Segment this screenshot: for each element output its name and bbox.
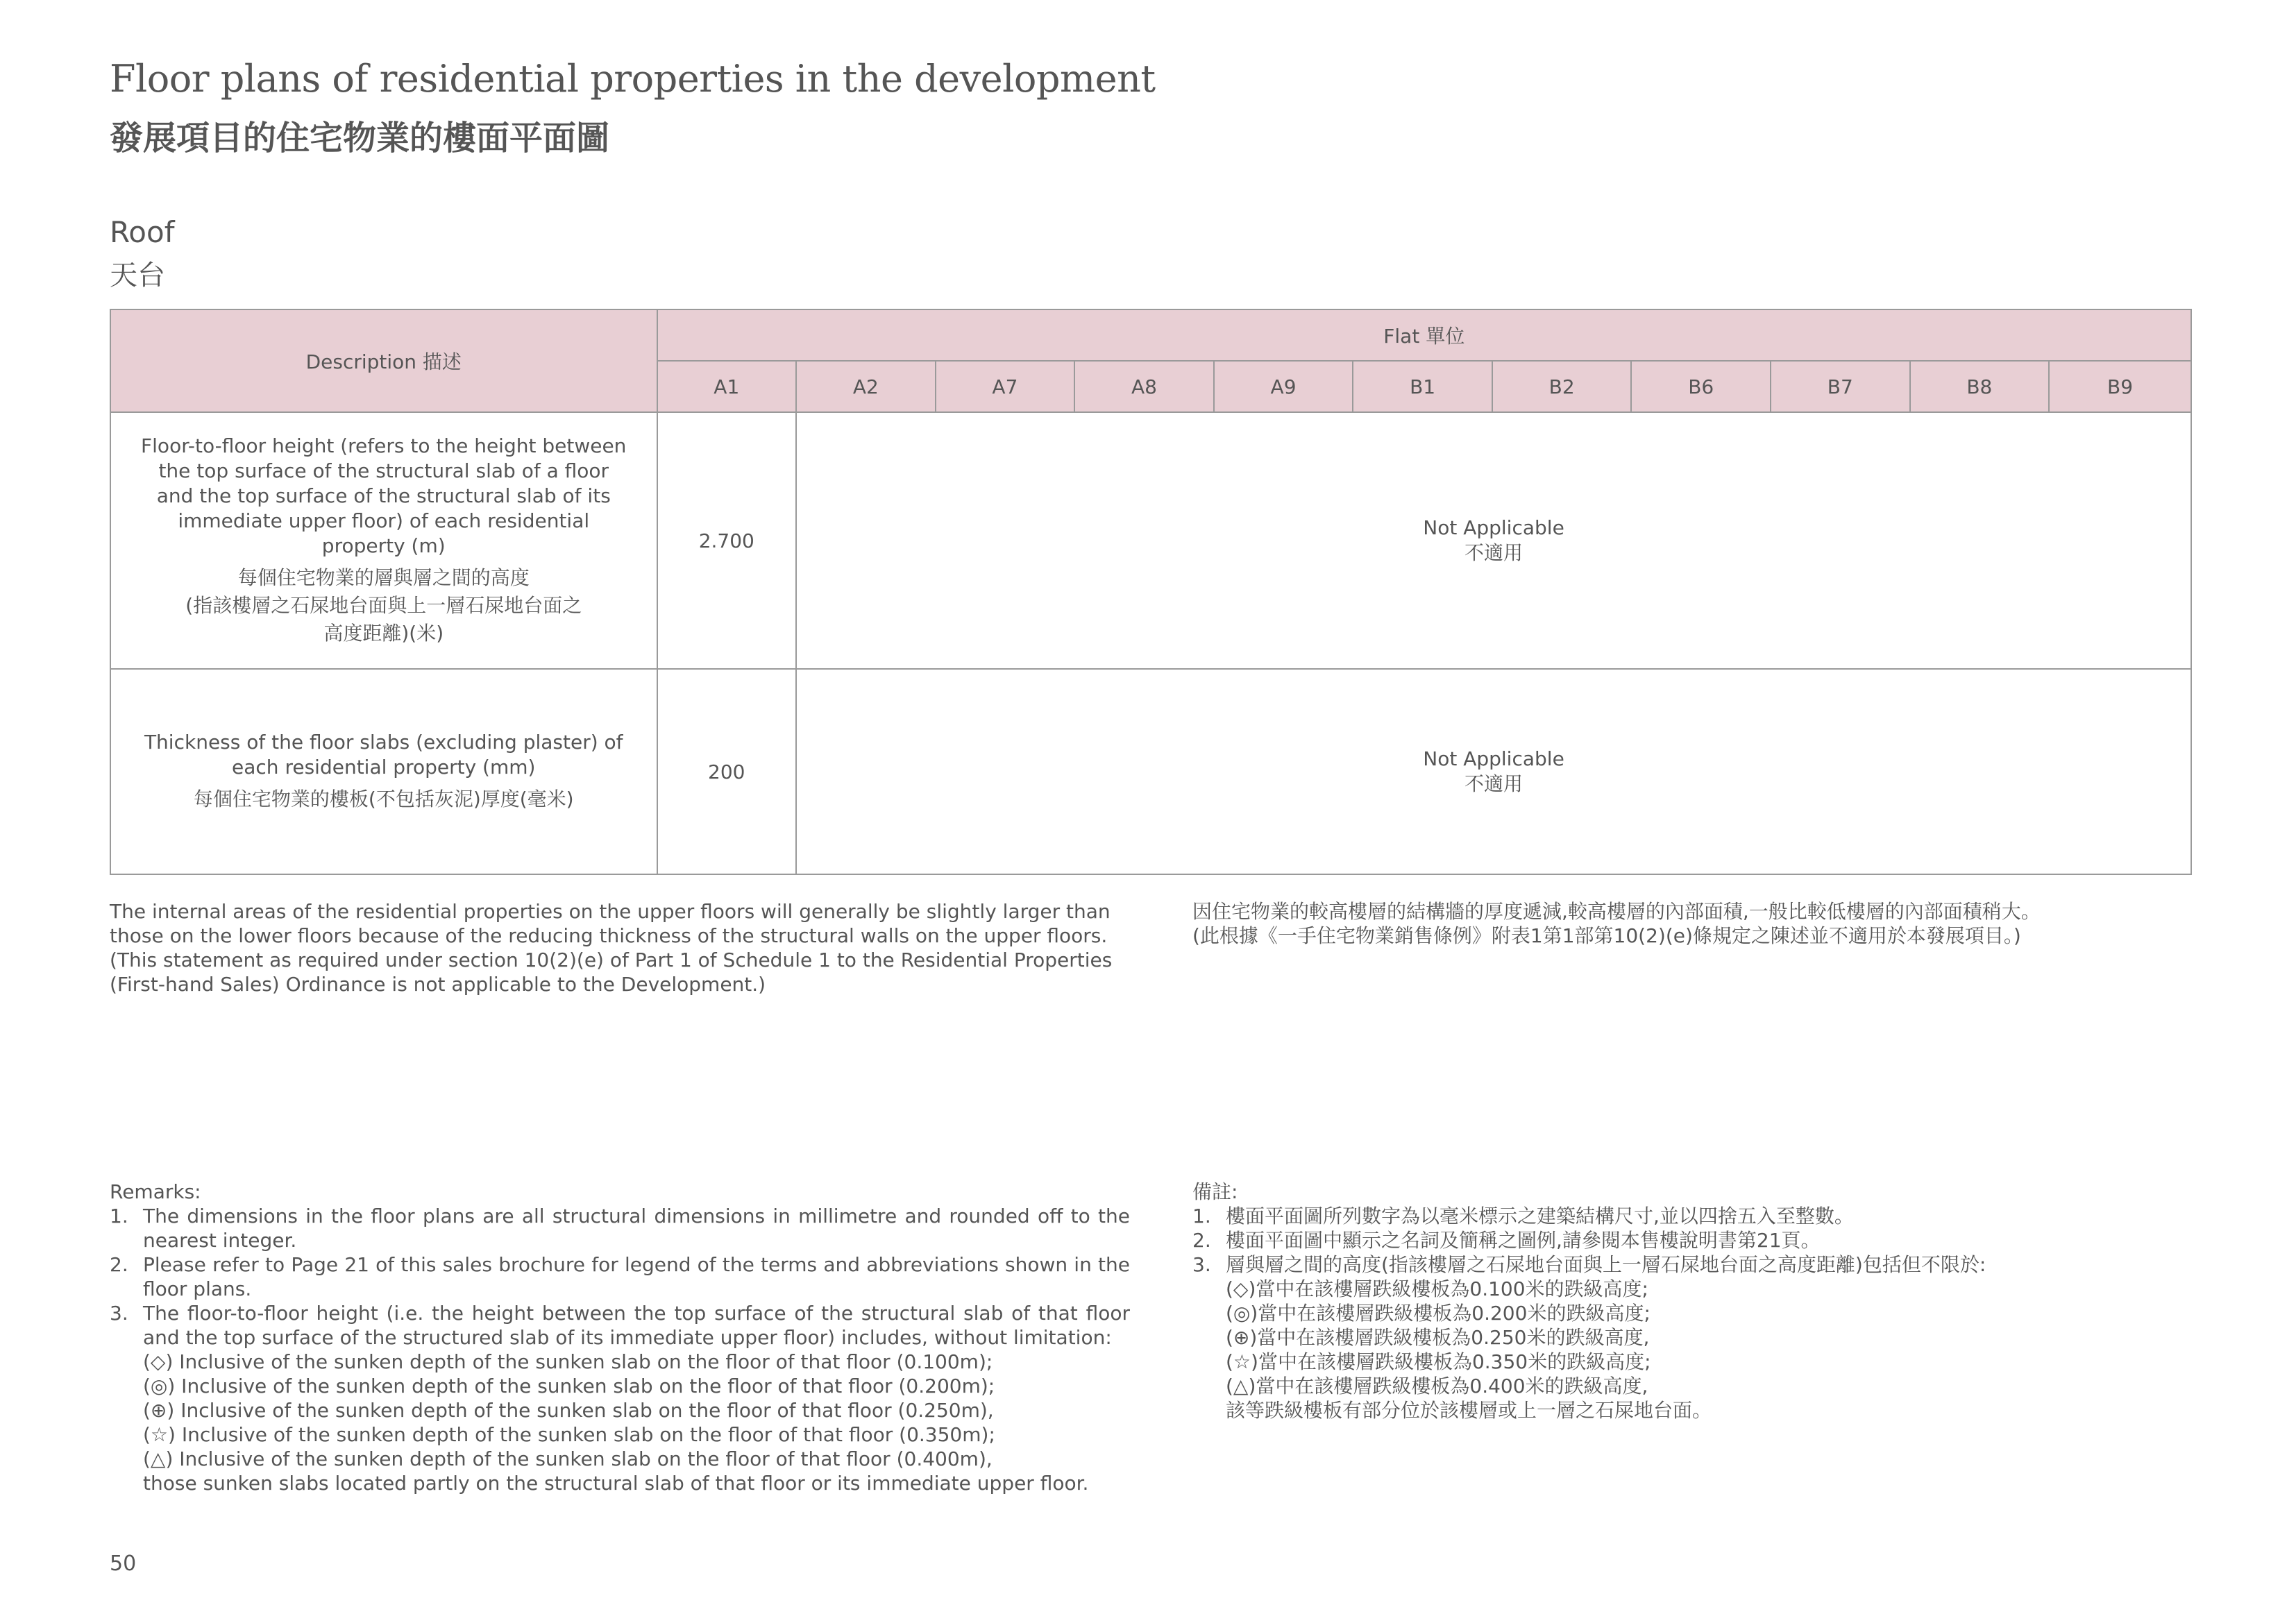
remark-subitem: (△) Inclusive of the sunken depth of the sunken slab on the floor of that floor (0.400m), xyxy=(143,1447,993,1470)
value-cell-a1: 200 xyxy=(657,669,797,874)
not-applicable-cell xyxy=(796,669,2191,874)
remarks-heading-en: Remarks: xyxy=(110,1180,201,1203)
not-applicable-cell xyxy=(796,412,2191,669)
remark-item: 3. 層與層之間的高度(指該樓層之石屎地台面與上一層石屎地台面之高度距離)包括但不限於: (◇)當中在該樓層跌級樓板為0.100米的跌級高度; (◎)當中在該樓層跌級樓板為0.200米的跌級高度; (⊕)當中在該樓層跌級樓板為0.250米的跌級高度, (☆)當中在該樓層跌級樓板為0.350米的跌級高度; (△)當中在該樓層跌級樓板為0.400米的跌級高度, 該等跌級樓板有部分位於該樓層或上一層之石屎地台面。 xyxy=(1192,1252,2192,1422)
remark-subitem: (◎)當中在該樓層跌級樓板為0.200米的跌級高度; xyxy=(1226,1302,1651,1325)
row-description-zh: 每個住宅物業的層與層之間的高度 xyxy=(237,566,530,589)
row-description-en: Thickness of the floor slabs (excluding plaster) of each residential property (mm) xyxy=(144,731,623,779)
flat-column-header: B2 xyxy=(1492,361,1632,412)
table-row xyxy=(110,669,2191,874)
value-cell-a1: 2.700 xyxy=(657,412,797,669)
internal-area-note-zh-line: (此根據《一手住宅物業銷售條例》附表1第1部第10(2)(e)條規定之陳述並不適用於本發展項目。) xyxy=(1192,924,2021,947)
flat-column-header: B9 xyxy=(2049,361,2191,412)
not-applicable-en: Not Applicable xyxy=(1423,516,1564,539)
section-title-en: Roof xyxy=(110,215,175,249)
flat-column-header: B7 xyxy=(1771,361,1910,412)
description-header: Description 描述 xyxy=(110,309,657,412)
row-description-zh: 每個住宅物業的樓板(不包括灰泥)厚度(毫米) xyxy=(193,788,574,810)
remark-item: 2. 樓面平面圖中顯示之名詞及簡稱之圖例,請參閱本售樓說明書第21頁。 xyxy=(1192,1229,1821,1252)
flat-column-header: A2 xyxy=(796,361,936,412)
remarks-en xyxy=(110,1180,1130,1495)
remark-item: 3. The floor-to-floor height (i.e. the height between the top surface of the structural slab of that floor and the top surface of the structured slab of its immediate upper floor) includes, without limitation: (◇) Inclusive of the sunken depth of the sunken slab on the floor of that floor (0.100m); (◎) Inclusive of the sunken depth of the sunken slab on the floor of that floor (0.200m); (⊕) Inclusive of the sunken depth of the sunken slab on the floor of that floor (0.250m), (☆) Inclusive of the sunken depth of the sunken slab on the floor of that floor (0.350m); (△) Inclusive of the sunken depth of the sunken slab on the floor of that floor (0.400m), those sunken slabs located partly on the structural slab of that floor or its immediate upper floor. xyxy=(110,1302,1130,1495)
section-title-zh: 天台 xyxy=(110,260,165,291)
remark-subitem: those sunken slabs located partly on the structural slab of that floor or its immediate upper floor. xyxy=(143,1472,1089,1495)
flat-column-header: B6 xyxy=(1631,361,1771,412)
remark-subitem: (⊕) Inclusive of the sunken depth of the sunken slab on the floor of that floor (0.250m), xyxy=(143,1399,994,1422)
table-row xyxy=(110,412,2191,669)
row-description-en: Floor-to-floor height (refers to the height between the top surface of the structural slab of a floor and the top surface of the structural slab of its immediate upper floor) of each residential property (m) xyxy=(141,434,627,557)
remark-subitem: (◇) Inclusive of the sunken depth of the sunken slab on the floor of that floor (0.100m); xyxy=(143,1350,993,1373)
row-description xyxy=(110,412,657,669)
specification-table xyxy=(110,309,2192,875)
flat-column-header: A8 xyxy=(1074,361,1214,412)
remark-subitem: (⊕)當中在該樓層跌級樓板為0.250米的跌級高度, xyxy=(1226,1326,1650,1349)
page-number: 50 xyxy=(110,1552,137,1576)
remark-subitem: (◎) Inclusive of the sunken depth of the sunken slab on the floor of that floor (0.200m); xyxy=(143,1375,995,1397)
not-applicable-zh: 不適用 xyxy=(1464,541,1523,564)
not-applicable-en: Not Applicable xyxy=(1423,747,1564,770)
remark-item: 1. 樓面平面圖所列數字為以毫米標示之建築結構尺寸,並以四捨五入至整數。 xyxy=(1192,1205,1854,1227)
remark-subitem: (△)當中在該樓層跌級樓板為0.400米的跌級高度, xyxy=(1226,1375,1648,1397)
flat-column-header: A7 xyxy=(936,361,1075,412)
internal-area-note-zh-line: 因住宅物業的較高樓層的結構牆的厚度遞減,較高樓層的內部面積,一般比較低樓層的內部面積稍大。 xyxy=(1192,900,2041,923)
remark-subitem: (◇)當中在該樓層跌級樓板為0.100米的跌級高度; xyxy=(1226,1277,1648,1300)
flat-column-header: A9 xyxy=(1214,361,1353,412)
remarks-zh xyxy=(1192,1180,2192,1422)
flat-column-header: A1 xyxy=(657,361,797,412)
row-description xyxy=(110,669,657,874)
internal-area-note-en: The internal areas of the residential properties on the upper floors will generally be slightly larger than those on the lower floors because of the reducing thickness of the structural walls on the upper floors. (This statement as required under section 10(2)(e) of Part 1 of Schedule 1 to the Residential Properties (First-hand Sales) Ordinance is not applicable to the Development.) xyxy=(110,900,1113,996)
remark-item: 1. The dimensions in the floor plans are all structural dimensions in millimetre and rounded off to the nearest integer. xyxy=(110,1205,1130,1252)
flat-column-header: B8 xyxy=(1910,361,2050,412)
remarks-heading-zh: 備註: xyxy=(1192,1180,1238,1203)
internal-area-note-zh xyxy=(1192,899,2192,948)
remark-subitem: 該等跌級樓板有部分位於該樓層或上一層之石屎地台面。 xyxy=(1226,1399,1712,1422)
flat-header: Flat 單位 xyxy=(657,309,2192,361)
remark-subitem: (☆) Inclusive of the sunken depth of the sunken slab on the floor of that floor (0.350m); xyxy=(143,1423,995,1446)
flat-column-header: B1 xyxy=(1353,361,1492,412)
not-applicable-zh: 不適用 xyxy=(1464,772,1523,795)
remark-subitem: (☆)當中在該樓層跌級樓板為0.350米的跌級高度; xyxy=(1226,1350,1651,1373)
page-title-en: Floor plans of residential properties in the development xyxy=(110,57,1156,101)
remark-item: 2. Please refer to Page 21 of this sales brochure for legend of the terms and abbreviations shown in the floor plans. xyxy=(110,1253,1130,1300)
row-description-zh: 高度距離)(米) xyxy=(323,622,444,645)
row-description-zh: (指該樓層之石屎地台面與上一層石屎地台面之 xyxy=(185,594,582,617)
page-title-zh: 發展項目的住宅物業的樓面平面圖 xyxy=(110,119,610,158)
